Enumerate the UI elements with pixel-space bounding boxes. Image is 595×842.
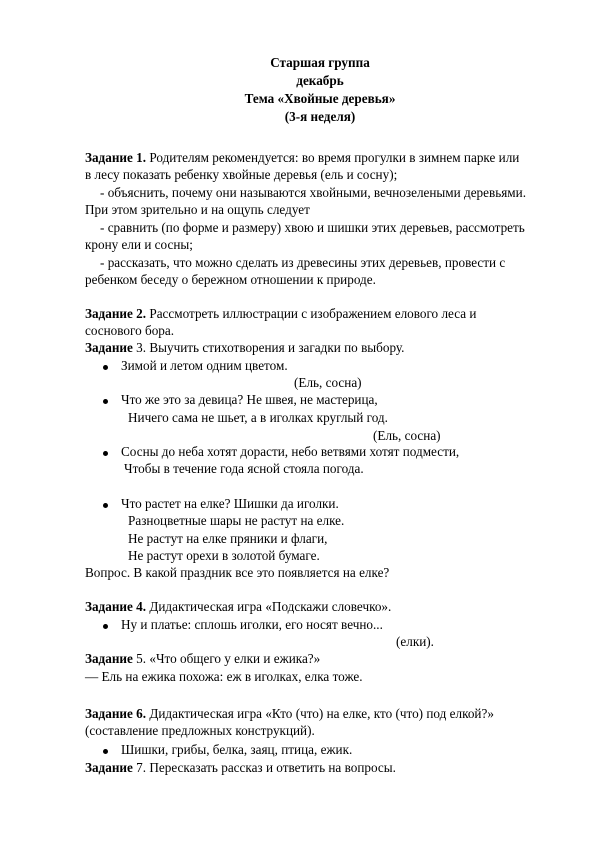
task3-poem2-line3: Не растут на елке пряники и флаги, [128,531,328,546]
task5-text1: 5. «Что общего у елки и ежика?» [132,651,321,666]
task3-poem1-line1: Сосны до неба хотят дорасти, небо ветвями хотят подмести, [121,444,460,459]
bullet-icon [103,399,108,404]
task3-poem2-line4: Не растут орехи в золотой бумаге. [128,548,320,563]
bullet-icon [103,749,108,754]
task2-line2: соснового бора. [85,323,175,338]
task6-line2: (составление предложных конструкций). [85,723,315,738]
task5-line2: — Ель на ежика похожа: еж в иголках, елка тоже. [85,669,363,684]
task3-line1 [85,340,404,356]
task3-text1: 3. Выучить стихотворения и загадки по выбору. [132,340,405,355]
task6-list: Шишки, грибы, белка, заяц, птица, ежик. [121,742,353,757]
task7-line1 [85,760,396,776]
header-week: (3-я неделя) [284,109,356,124]
task3-riddle1: Зимой и летом одним цветом. [121,358,288,373]
task2-line1 [85,306,476,322]
task3-riddle2-line1: Что же это за девица? Не швея, не мастерица, [121,392,378,407]
task4-riddle-answer: (елки). [396,634,434,649]
task2-text1: Рассмотреть иллюстрации с изображением елового леса и [146,306,477,321]
task1-line4: При этом зрительно и на ощупь следует [85,202,310,217]
task7-text1: 7. Пересказать рассказ и ответить на вопросы. [132,760,396,775]
task3-riddle1-answer: (Ель, сосна) [294,375,362,390]
task1-line6: крону ели и сосны; [85,237,193,252]
task1-line1 [85,150,519,166]
task3-question: Вопрос. В какой праздник все это появляется на елке? [85,565,390,580]
task3-poem2-line1: Что растет на елке? Шишки да иголки. [121,496,339,511]
task4-label: Задание 4. [85,599,147,614]
task2-label: Задание 2. [85,306,147,321]
task1-line7: - рассказать, что можно сделать из древесины этих деревьев, провести с [100,255,506,270]
task3-poem2-line2: Разноцветные шары не растут на елке. [128,513,345,528]
task1-line8: ребенком беседу о бережном отношении к природе. [85,272,376,287]
header-month: декабрь [296,73,344,88]
task1-text1: Родителям рекомендуется: во время прогулки в зимнем парке или [146,150,520,165]
header-group: Старшая группа [270,55,370,70]
task1-line3: - объяснить, почему они называются хвойными, вечнозелеными деревьями. [100,185,527,200]
bullet-icon [103,451,108,456]
task1-label: Задание 1. [85,150,147,165]
task4-text1: Дидактическая игра «Подскажи словечко». [146,599,392,614]
bullet-icon [103,365,108,370]
task4-riddle: Ну и платье: сплошь иголки, его носят вечно... [121,617,383,632]
task7-label: Задание [85,760,133,775]
bullet-icon [103,624,108,629]
task1-line5: - сравнить (по форме и размеру) хвою и шишки этих деревьев, рассмотреть [100,220,525,235]
task5-label: Задание [85,651,133,666]
header-topic: Тема «Хвойные деревья» [244,91,396,106]
task3-poem1-line2: Чтобы в течение года ясной стояла погода. [124,461,364,476]
task5-line1 [85,651,320,667]
task4-line1 [85,599,391,615]
task6-line1 [85,706,494,722]
task3-label: Задание [85,340,133,355]
task3-riddle2-line2: Ничего сама не шьет, а в иголках круглый год. [128,410,388,425]
task1-line2: в лесу показать ребенку хвойные деревья (ель и сосну); [85,167,398,182]
task6-text1: Дидактическая игра «Кто (что) на елке, кто (что) под елкой?» [146,706,494,721]
task3-riddle2-answer: (Ель, сосна) [373,428,441,443]
bullet-icon [103,503,108,508]
task6-label: Задание 6. [85,706,147,721]
